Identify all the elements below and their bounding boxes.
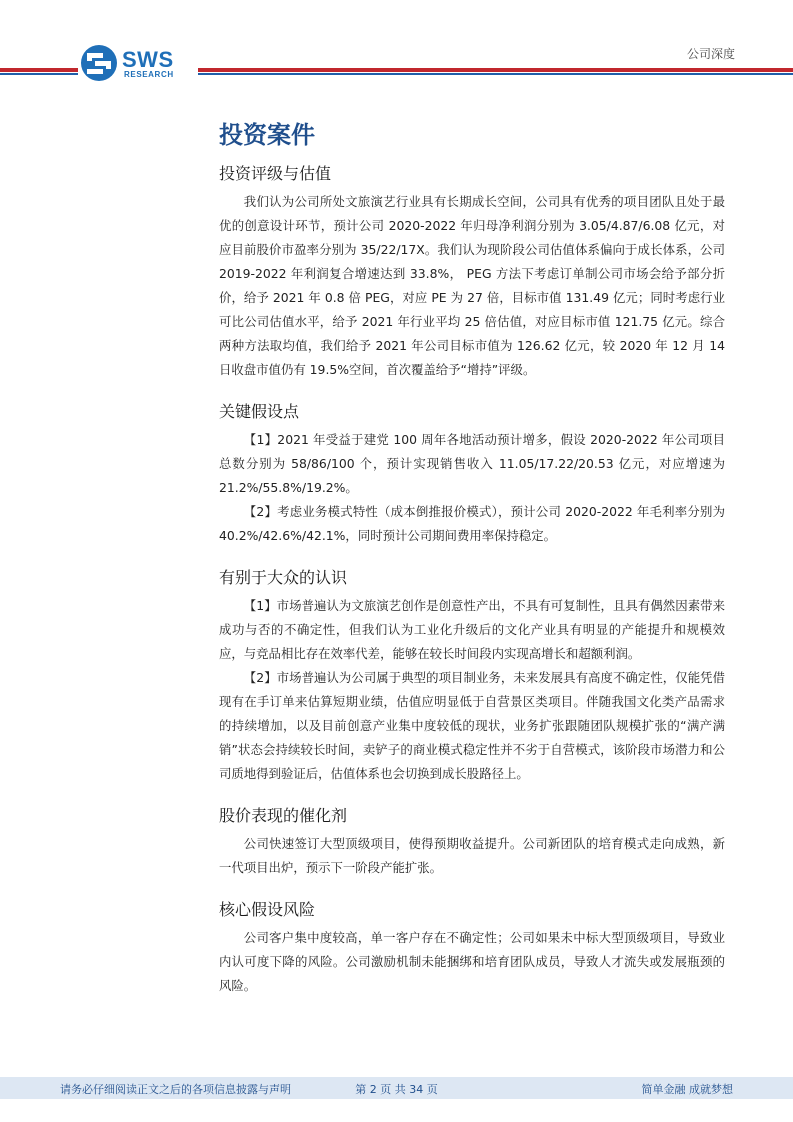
section-risks <box>219 898 725 998</box>
section-heading: 股价表现的催化剂 <box>219 806 348 825</box>
section-key-assumptions <box>219 400 725 548</box>
header-rule-blue-right <box>198 73 793 75</box>
paragraph: 公司客户集中度较高，单一客户存在不确定性；公司如果未中标大型顶级项目，导致业内认可度下降的风险。公司激励机制未能捆绑和培育团队成员，导致人才流失或发展瓶颈的风险。 <box>219 930 725 993</box>
sws-logo-mark-icon <box>80 44 118 82</box>
section-catalysts <box>219 804 725 880</box>
paragraph: 公司快速签订大型顶级项目，使得预期收益提升。公司新团队的培育模式走向成熟，新一代项目出炉，预示下一阶段产能扩张。 <box>219 836 725 875</box>
footer-slogan: 简单金融 成就梦想 <box>641 1083 733 1096</box>
section-heading: 投资评级与估值 <box>219 164 332 183</box>
section-heading: 有别于大众的认识 <box>219 568 348 587</box>
page-footer <box>0 1077 793 1099</box>
report-type-label: 公司深度 <box>686 47 735 61</box>
header-rule-red-right <box>198 68 793 72</box>
section-heading: 关键假设点 <box>219 402 300 421</box>
header-rule-blue-left <box>0 73 78 75</box>
page-title: 投资案件 <box>219 121 315 149</box>
logo-text: SWS <box>122 47 174 72</box>
header-rule-red-left <box>0 68 78 72</box>
paragraph: 【1】2021 年受益于建党 100 周年各地活动预计增多，假设 2020-2022 年公司项目总数分别为 58/86/100 个，预计实现销售收入 11.05/17.22/20.53 亿元，对应增速为 21.2%/55.8%/19.2%。 <box>219 432 725 495</box>
logo-subtext: RESEARCH <box>124 70 174 79</box>
section-differentiated-view <box>219 566 725 786</box>
main-content <box>219 120 725 1016</box>
paragraph: 【2】市场普遍认为公司属于典型的项目制业务，未来发展具有高度不确定性，仅能凭借现有在手订单来估算短期业绩，估值应明显低于自营景区类项目。伴随我国文化类产品需求的持续增加，以及目前创意产业集中度较低的现状，业务扩张跟随团队规模扩张的“满产满销”状态会持续较长时间，卖铲子的商业模式稳定性并不劣于自营模式，该阶段市场潜力和公司质地得到验证后，估值体系也会切换到成长股路径上。 <box>219 670 725 781</box>
footer-disclaimer: 请务必仔细阅读正文之后的各项信息披露与声明 <box>60 1083 291 1096</box>
section-heading: 核心假设风险 <box>219 900 316 919</box>
sws-logo <box>80 44 190 84</box>
paragraph: 【2】考虑业务模式特性（成本倒推报价模式），预计公司 2020-2022 年毛利率分别为 40.2%/42.6%/42.1%，同时预计公司期间费用率保持稳定。 <box>219 504 725 543</box>
paragraph: 我们认为公司所处文旅演艺行业具有长期成长空间，公司具有优秀的项目团队且处于最优的创意设计环节，预计公司 2020-2022 年归母净利润分别为 3.05/4.87/6.08 亿元，对应目前股价市盈率分别为 35/22/17X。我们认为现阶段公司估值体系偏向于成长体系，公司 2019-2022 年利润复合增速达到 33.8%， PEG 方法下考虑订单制公司市场会给予部分折价，给予 2021 年 0.8 倍 PEG，对应 PE 为 27 倍，目标市值 131.49 亿元；同时考虑行业可比公司估值水平，给予 2021 年行业平均 25 倍估值，对应目标市值 121.75 亿元。综合两种方法取均值，我们给予 2021 年公司目标市值为 126.62 亿元，较 2020 年 12 月 14 日收盘市值仍有 19.5%空间，首次覆盖给予“增持”评级。 <box>219 194 725 377</box>
footer-page-number: 第 2 页 共 34 页 <box>355 1083 438 1096</box>
paragraph: 【1】市场普遍认为文旅演艺创作是创意性产出，不具有可复制性，且具有偶然因素带来成功与否的不确定性，但我们认为工业化升级后的文化产业具有明显的产能提升和规模效应，与竞品相比存在效率代差，能够在较长时间段内实现高增长和超额利润。 <box>219 598 725 661</box>
section-valuation <box>219 162 725 382</box>
